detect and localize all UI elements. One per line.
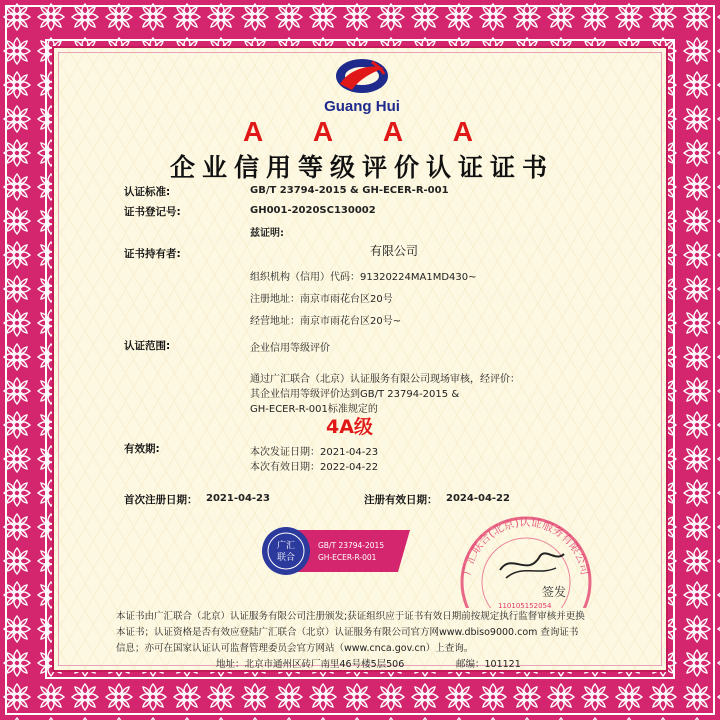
- credit-grade: 4A级: [326, 416, 373, 438]
- sign-label: 签发: [542, 585, 567, 599]
- issue-date: 本次发证日期：2021-04-23: [250, 447, 379, 458]
- expiry-date: 本次有效日期：2022-04-22: [250, 462, 379, 473]
- registration-value: GH001-2020SC130002: [250, 205, 376, 216]
- assessment-line-3: GH-ECER-R-001标准规定的: [250, 404, 378, 415]
- badge-left-line-1: 广汇: [276, 541, 296, 551]
- rating-letters: A A A A: [243, 116, 495, 147]
- brand-logo: [54, 54, 668, 104]
- holder-company: 有限公司: [370, 244, 419, 258]
- registration-label: 证书登记号:: [124, 206, 181, 218]
- standard-value: GB/T 23794-2015 & GH-ECER-R-001: [250, 185, 449, 196]
- footer-postcode: 邮编：101121: [456, 659, 521, 670]
- footer-line-2: 本证书；认证资格是否有效应登陆广汇联合（北京）认证服务有限公司官方网www.dbiso9000.com 查询证书: [116, 627, 579, 638]
- holder-label: 证书持有者:: [124, 248, 181, 260]
- svg-text:广汇联合(北京)认证服务有限公司: [459, 515, 591, 576]
- first-registration-date: 2021-04-23: [206, 493, 270, 504]
- assessment-line-1: 通过广汇联合（北京）认证服务有限公司现场审核，经评价：: [250, 374, 520, 385]
- business-address: 经营地址：南京市雨花台区20号~: [250, 316, 402, 327]
- seal-arc-text: 广汇联合(北京)认证服务有限公司: [460, 515, 592, 577]
- brand-name: Guang Hui: [324, 98, 400, 115]
- registration-valid-label: 注册有效日期：: [364, 494, 438, 506]
- badge-right-line-2: GH-ECER-R-001: [318, 553, 377, 562]
- guanghui-logo-icon: [332, 54, 392, 100]
- official-seal: [456, 512, 596, 612]
- certification-badge: [260, 524, 416, 582]
- org-code: 组织机构（信用）代码：91320224MA1MD430~: [250, 272, 477, 283]
- footer-address: 地址：北京市通州区砖厂南里46号楼5层506: [216, 659, 405, 670]
- standard-label: 认证标准:: [124, 186, 171, 198]
- registered-address: 注册地址：南京市雨花台区20号: [250, 294, 393, 305]
- signature-scribble: [500, 553, 564, 570]
- badge-right-line-1: GB/T 23794-2015: [318, 541, 385, 550]
- seal-number: 110105152054: [498, 602, 552, 610]
- footer-line-1: 本证书由广汇联合（北京）认证服务有限公司注册颁发;获证组织应于证书有效日期前按规定执行监督审核并更换: [116, 611, 585, 622]
- scope-label: 认证范围:: [124, 340, 171, 352]
- scope-value: 企业信用等级评价: [250, 343, 330, 354]
- badge-left-line-2: 联合: [276, 553, 296, 563]
- certificate-title: 企业信用等级评价认证证书: [169, 153, 554, 182]
- assessment-line-2: 其企业信用等级评价达到GB/T 23794-2015 &: [250, 389, 460, 400]
- footer-line-3: 信息；亦可在国家认证认可监督管理委员会官方网站（www.cnca.gov.cn）上查询。: [116, 643, 474, 654]
- proof-label: 兹证明:: [250, 228, 284, 239]
- registration-valid-date: 2024-04-22: [446, 493, 510, 504]
- first-registration-label: 首次注册日期：: [124, 494, 198, 506]
- certificate-body: [52, 46, 668, 672]
- validity-label: 有效期:: [124, 443, 160, 455]
